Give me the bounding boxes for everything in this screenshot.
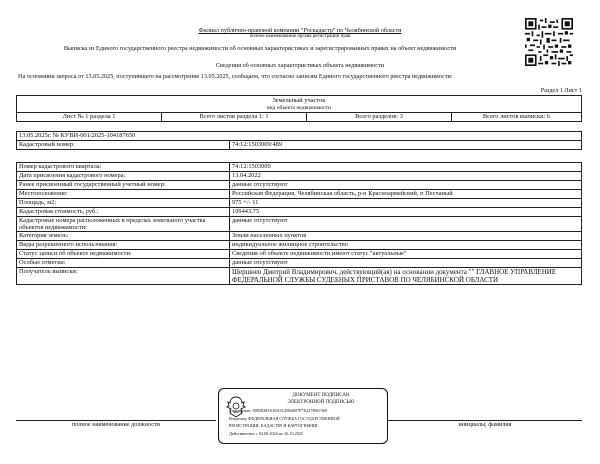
stamp-line1: ДОКУМЕНТ ПОДПИСАН [292,393,350,398]
table-row: Площадь, м2: 975 +/- 11 [17,199,582,208]
section-title: Сведения об основных характеристиках объекта недвижимости [215,62,385,69]
table-row: Особые отметки: данные отсутствуют [17,259,582,268]
name-caption: инициалы, фамилия [458,421,512,428]
stamp-certificate: Сертификат: 00958383A38A3C4864697F7E2279067369 [229,408,327,413]
stamp-owner-cont: РЕГИСТРАЦИИ, КАДАСТРА И КАРТОГРАФИИ [229,423,318,428]
table-row: Номер кадастрового квартала: 74:12:1503009 [17,163,582,172]
stamp-owner: Владелец: ФЕДЕРАЛЬНАЯ СЛУЖБА ГОСУДАРСТВЕННОЙ [229,416,340,421]
table-row: Кадастровые номера расположенных в пределах земельного участка объектов недвижимости: данные отсутствуют [17,217,582,232]
sections-total: Всего разделов: 3 [307,113,452,122]
org-name-caption: полное наименование органа регистрации прав [249,34,351,39]
document-title: Выписка из Единого государственного реестра недвижимости об основных характеристиках и зарегистрированных правах на объект недвижимости [63,45,457,52]
request-number: 13.05.2025г. № КУВИ-001/2025-104187650 [17,132,582,141]
section-sheet-label: Раздел 1 Лист 1 [540,87,582,94]
table-row: Категория земель: Земли населенных пунктов [17,232,582,241]
table-row: Кадастровая стоимость, руб.: 109443.75 [17,208,582,217]
table-row: Местоположение: Российская Федерация, Челябинская область, р-н Красноармейский, п Песчаный [17,190,582,199]
request-table [16,131,582,150]
table-row: Получатель выписки: Шершнев Дмитрий Владимирович, действующий(ая) на основании документа "" ГЛАВНОЕ УПРАВЛЕНИЕ ФЕДЕРАЛЬНОЙ СЛУЖБЫ СУДЕБНЫХ ПРИСТАВОВ ПО ЧЕЛЯБИНСКОЙ ОБЛАСТИ [17,268,582,285]
qr-code-icon [525,18,573,66]
sheet-number: Лист № 1 раздела 1 [17,113,162,122]
e-signature-stamp [218,388,388,444]
table-row: Статус записи об объекте недвижимости: Сведения об объекте недвижимости имеют статус "актуальные" [17,250,582,259]
characteristics-table [16,162,582,285]
table-row: Ранее присвоенный государственный учетный номер: данные отсутствуют [17,181,582,190]
sheets-total: Всего листов выписки: 6 [452,113,582,122]
cadastral-number-label: Кадастровый номер: [17,141,230,150]
object-type: Земельный участок [17,96,582,106]
cadastral-number-value: 74:12:1503009:489 [230,141,582,150]
object-header-table [16,95,582,122]
org-name: Филиал публично-правовой компании "Роскадастр" по Челябинской области [198,27,402,34]
stamp-validity: Действителен: с 02.08.2024 по 26.10.2025 [229,431,304,436]
position-caption: полное наименование должности [72,421,160,428]
table-row: Дата присвоения кадастрового номера: 13.04.2022 [17,172,582,181]
table-row: Виды разрешенного использования: индивидуальное жилищное строительство [17,241,582,250]
object-type-caption: вид объекта недвижимости [17,105,582,113]
sheets-in-section: Всего листов раздела 1: 1 [162,113,307,122]
intro-text: На основании запроса от 13.05.2025, поступившего на рассмотрение 13.05.2025, сообщаем, что согласно записям Единого государственного реестра недвижимости: [18,73,453,80]
stamp-line2: ЭЛЕКТРОННОЙ ПОДПИСЬЮ [287,400,355,405]
